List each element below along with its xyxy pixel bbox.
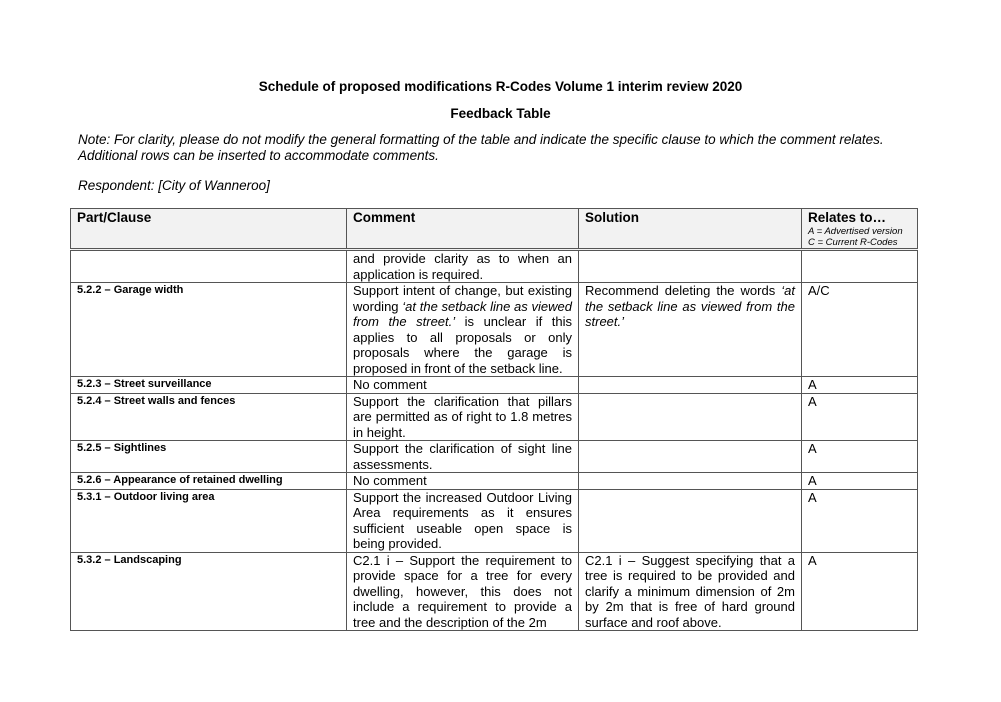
table-row [71, 250, 918, 283]
cell-solution: C2.1 i – Suggest specifying that a tree is required to be provided and clarify a minimum dimension of 2m by 2m that is free of hard ground surface and roof above. [579, 552, 802, 631]
cell-relates: A/C [802, 283, 918, 377]
column-header-solution: Solution [579, 209, 802, 250]
table-row [71, 441, 918, 473]
cell-comment: and provide clarity as to when an application is required. [347, 250, 579, 283]
cell-comment: C2.1 i – Support the requirement to provide space for a tree for every dwelling, however, this does not include a requirement to provide a tree and the description of the 2m [347, 552, 579, 631]
cell-relates: A [802, 552, 918, 631]
column-header-relates: Relates to… A = Advertised version C = Current R-Codes [802, 209, 918, 250]
cell-relates: A [802, 441, 918, 473]
cell-part: 5.2.3 – Street surveillance [71, 377, 347, 394]
cell-relates: A [802, 473, 918, 490]
cell-solution [579, 377, 802, 394]
column-header-comment: Comment [347, 209, 579, 250]
document-subtitle: Feedback Table [450, 106, 551, 121]
cell-solution: Recommend deleting the words ‘at the setback line as viewed from the street.’ [579, 283, 802, 377]
cell-relates: A [802, 377, 918, 394]
cell-relates [802, 250, 918, 283]
cell-comment: No comment [347, 473, 579, 490]
cell-comment: Support the clarification of sight line assessments. [347, 441, 579, 473]
cell-solution [579, 393, 802, 441]
cell-part: 5.2.2 – Garage width [71, 283, 347, 377]
cell-part: 5.3.1 – Outdoor living area [71, 489, 347, 552]
column-header-part: Part/Clause [71, 209, 347, 250]
cell-comment: No comment [347, 377, 579, 394]
cell-solution [579, 473, 802, 490]
cell-comment: Support intent of change, but existing wording ‘at the setback line as viewed from the street.’ is unclear if this applies to all proposals or only proposals where the garage is proposed in front of the setback line. [347, 283, 579, 377]
table-header-row [71, 209, 918, 250]
table-row [71, 489, 918, 552]
table-row [71, 473, 918, 490]
legend-current: C = Current R-Codes [808, 236, 898, 248]
table-row [71, 552, 918, 631]
table-row [71, 283, 918, 377]
cell-solution [579, 489, 802, 552]
cell-comment: Support the increased Outdoor Living Area requirements as it ensures sufficient useable open space is being provided. [347, 489, 579, 552]
cell-relates: A [802, 393, 918, 441]
table-row [71, 393, 918, 441]
cell-part: 5.2.4 – Street walls and fences [71, 393, 347, 441]
respondent-line: Respondent: [City of Wanneroo] [78, 178, 270, 193]
cell-solution [579, 441, 802, 473]
cell-part [71, 250, 347, 283]
cell-part: 5.3.2 – Landscaping [71, 552, 347, 631]
legend-advertised: A = Advertised version [808, 225, 903, 237]
cell-solution [579, 250, 802, 283]
instruction-note: Note: For clarity, please do not modify the general formatting of the table and indicate the specific clause to which the comment relates. Additional rows can be inserted to accommodate comments. [78, 132, 884, 163]
feedback-table [70, 208, 918, 631]
cell-part: 5.2.6 – Appearance of retained dwelling [71, 473, 347, 490]
document-title: Schedule of proposed modifications R-Codes Volume 1 interim review 2020 [258, 79, 743, 94]
cell-relates: A [802, 489, 918, 552]
table-row [71, 377, 918, 394]
cell-comment: Support the clarification that pillars are permitted as of right to 1.8 metres in height. [347, 393, 579, 441]
cell-part: 5.2.5 – Sightlines [71, 441, 347, 473]
